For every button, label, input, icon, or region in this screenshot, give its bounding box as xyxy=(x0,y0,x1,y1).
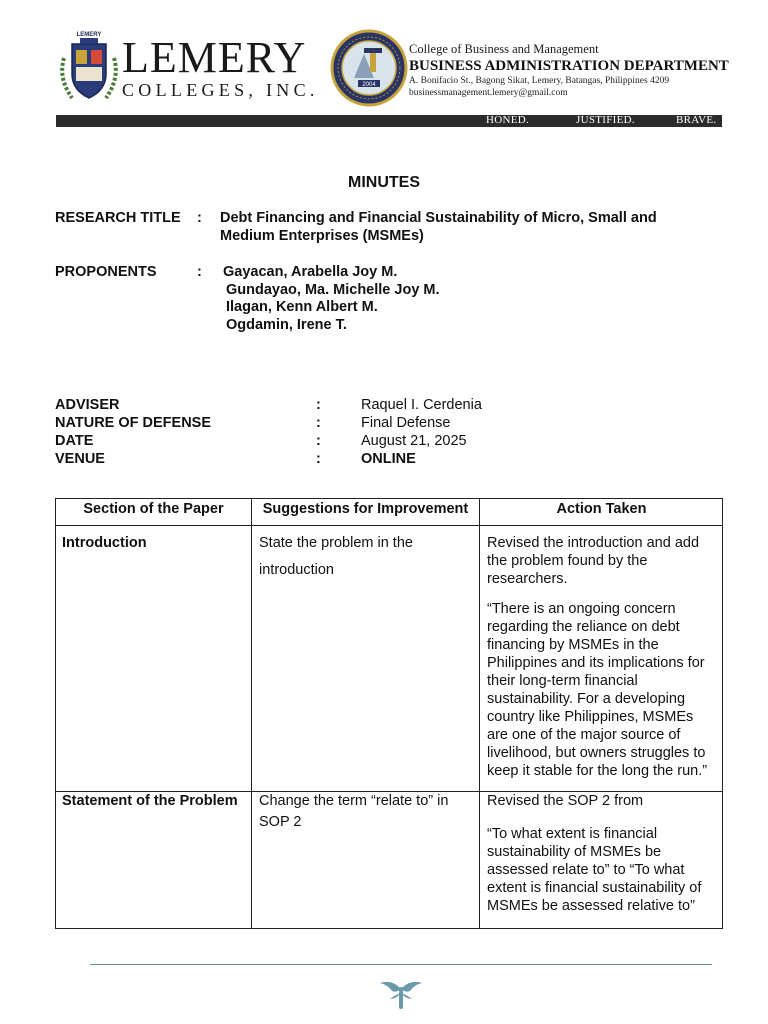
venue-colon: : xyxy=(316,451,321,467)
brand-block xyxy=(122,33,319,101)
row2-suggestion-line-2: SOP 2 xyxy=(259,814,302,830)
department-name: BUSINESS ADMINISTRATION DEPARTMENT xyxy=(409,58,729,74)
research-title-label: RESEARCH TITLE xyxy=(55,210,181,226)
row1-quote-line: country like Philippines, MSMEs xyxy=(487,709,694,725)
department-address: A. Bonifacio St., Bagong Sikat, Lemery, Batangas, Philippines 4209 xyxy=(409,76,670,86)
department-email: businessmanagement.lemery@gmail.com xyxy=(409,88,568,98)
footer-divider xyxy=(90,964,712,965)
row1-quote-line: “There is an ongoing concern xyxy=(487,601,676,617)
venue-label: VENUE xyxy=(55,451,105,467)
row1-quote-line: financing by MSMEs in the xyxy=(487,637,659,653)
proponent-4: Ogdamin, Irene T. xyxy=(226,317,347,333)
table-divider xyxy=(56,525,722,526)
row1-quote-line: are one of the major source of xyxy=(487,727,681,743)
row2-quote-line: extent is financial sustainability of xyxy=(487,880,702,896)
minutes-table xyxy=(55,498,723,929)
row1-quote-line: regarding the reliance on debt xyxy=(487,619,680,635)
defense-label: NATURE OF DEFENSE xyxy=(55,415,212,431)
row1-quote-line: sustainability. For a developing xyxy=(487,691,686,707)
defense-value: Final Defense xyxy=(361,415,451,431)
document-title: MINUTES xyxy=(348,174,420,191)
row1-quote-line: livelihood, but owners struggles to xyxy=(487,745,706,761)
seal-year: 2004 xyxy=(362,82,376,88)
venue-value: ONLINE xyxy=(361,451,416,467)
proponent-2: Gundayao, Ma. Michelle Joy M. xyxy=(226,282,440,298)
research-title-colon: : xyxy=(197,210,202,226)
motto-honed: HONED. xyxy=(486,114,530,126)
proponent-3: Ilagan, Kenn Albert M. xyxy=(226,299,378,315)
row1-quote-line: keep it stable for the long the run.” xyxy=(487,763,708,779)
college-name: College of Business and Management xyxy=(409,42,599,56)
school-logo-icon xyxy=(58,28,120,106)
adviser-value: Raquel I. Cerdenia xyxy=(361,397,482,413)
brand-subtitle: COLLEGES, INC. xyxy=(122,80,319,100)
feather-ornament-icon xyxy=(378,975,424,1009)
row2-quote-line: sustainability of MSMEs be xyxy=(487,844,662,860)
row1-action-line: Revised the introduction and add xyxy=(487,535,700,551)
row1-suggestion-line-2: introduction xyxy=(259,562,334,578)
defense-colon: : xyxy=(316,415,321,431)
adviser-colon: : xyxy=(316,397,321,413)
row2-quote-line: MSMEs be assessed relative to” xyxy=(487,898,695,914)
table-divider xyxy=(251,499,252,928)
row2-suggestion-line-1: Change the term “relate to” in xyxy=(259,793,449,809)
adviser-label: ADVISER xyxy=(55,397,120,413)
header-suggestions: Suggestions for Improvement xyxy=(262,501,469,517)
department-block xyxy=(409,42,729,99)
header-action: Action Taken xyxy=(556,501,647,517)
svg-text:LEMERY: LEMERY xyxy=(76,32,102,38)
proponents-label: PROPONENTS xyxy=(55,264,157,280)
proponent-1: Gayacan, Arabella Joy M. xyxy=(223,264,398,280)
row2-quote-line: “To what extent is financial xyxy=(487,826,658,842)
research-title-line-2: Medium Enterprises (MSMEs) xyxy=(220,228,424,244)
table-divider xyxy=(479,499,480,928)
row2-quote-line: assessed relate to” to “To what xyxy=(487,862,685,878)
brand-name: LEMERY xyxy=(122,33,307,82)
proponents-colon: : xyxy=(197,264,202,280)
row1-quote-line: Philippines and its implications for xyxy=(487,655,705,671)
row1-section: Introduction xyxy=(62,535,147,551)
header-section: Section of the Paper xyxy=(83,501,224,517)
motto-justified: JUSTIFIED. xyxy=(576,114,635,126)
motto-bar xyxy=(56,115,722,127)
motto-brave: BRAVE. xyxy=(676,114,717,126)
row1-action-line: the problem found by the xyxy=(487,553,648,569)
row2-section: Statement of the Problem xyxy=(62,793,238,809)
row1-quote-line: their long-term financial xyxy=(487,673,638,689)
date-label: DATE xyxy=(55,433,94,449)
department-seal-icon xyxy=(330,28,408,108)
research-title-line-1: Debt Financing and Financial Sustainability of Micro, Small and xyxy=(220,210,657,226)
row2-action-line: Revised the SOP 2 from xyxy=(487,793,644,809)
row1-suggestion-line-1: State the problem in the xyxy=(259,535,413,551)
date-colon: : xyxy=(316,433,321,449)
date-value: August 21, 2025 xyxy=(361,433,467,449)
row1-action-line: researchers. xyxy=(487,571,568,587)
